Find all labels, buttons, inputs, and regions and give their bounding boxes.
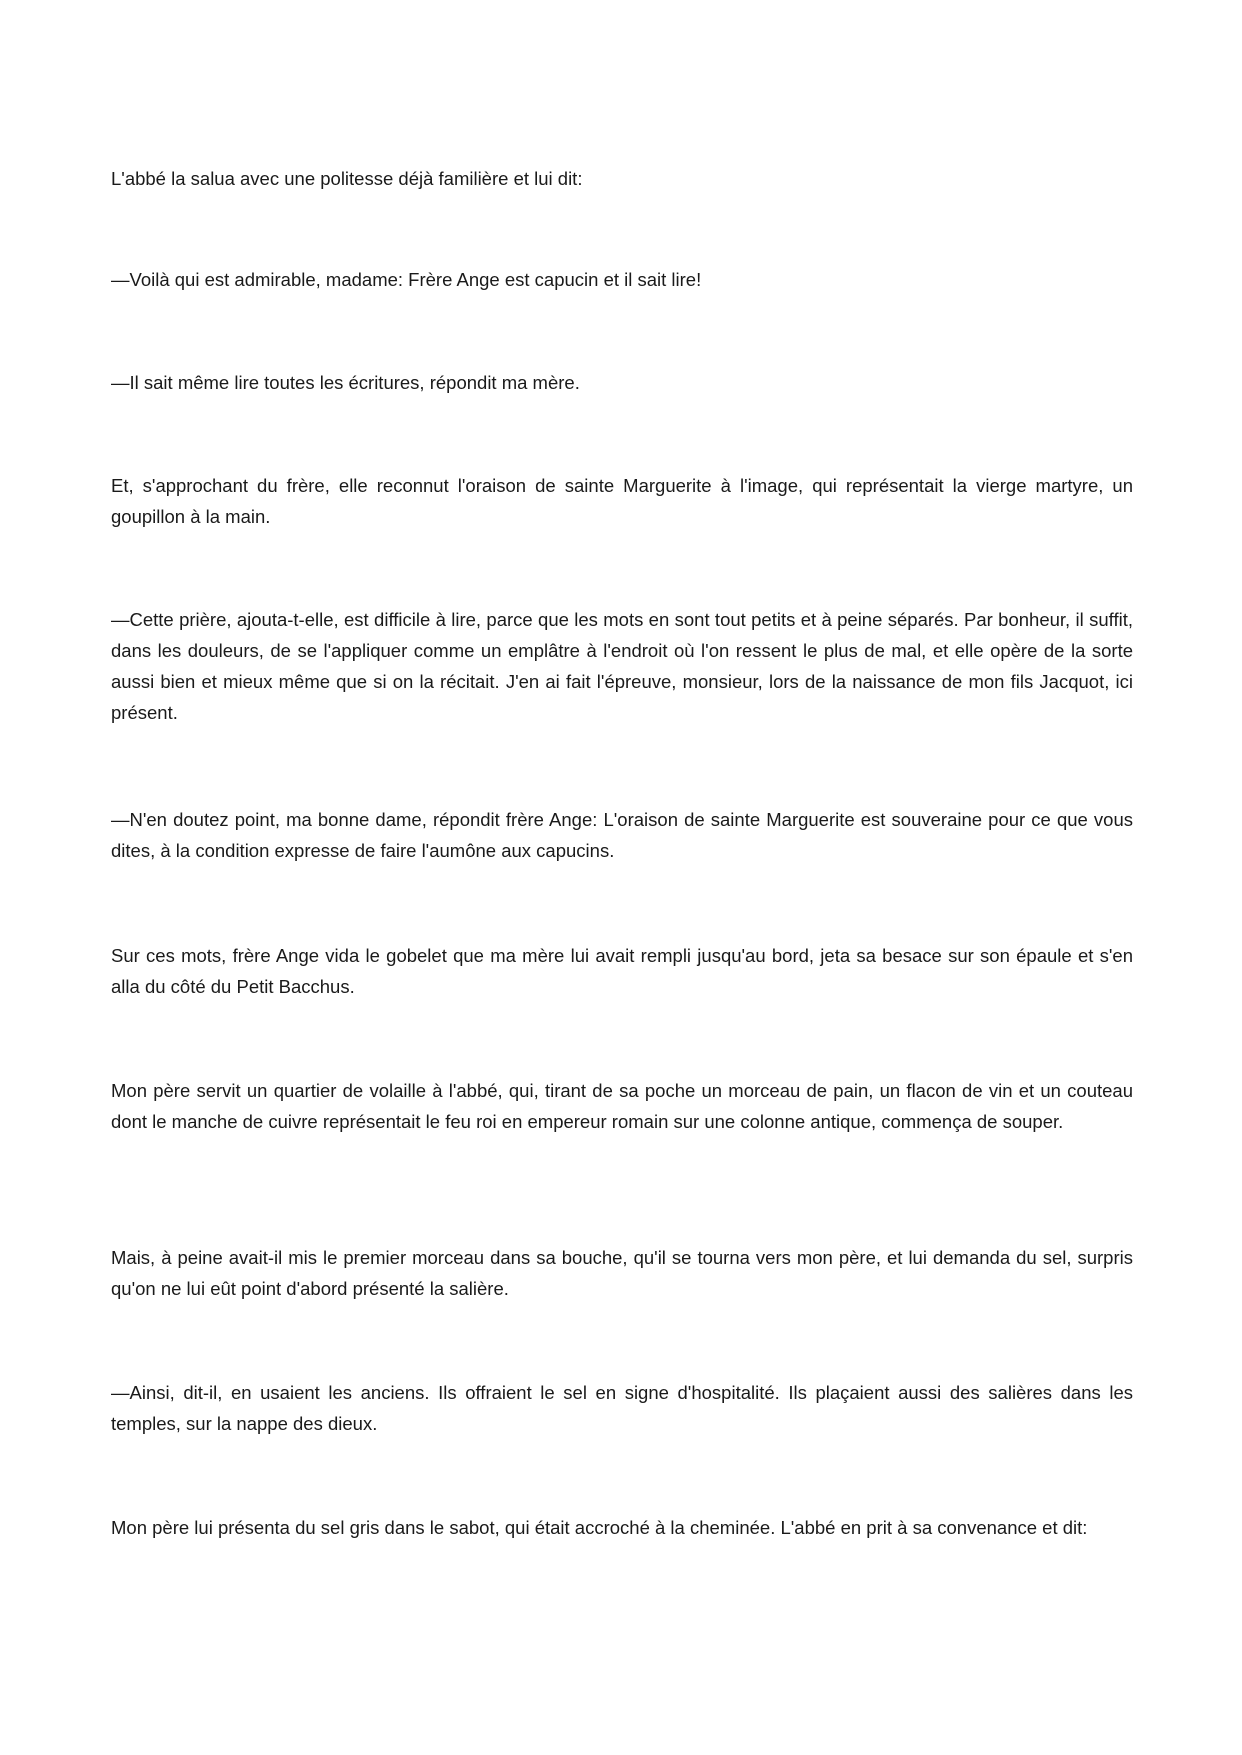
paragraph-3: —Il sait même lire toutes les écritures, répondit ma mère. [111, 372, 580, 393]
paragraph-5: —Cette prière, ajouta-t-elle, est difficile à lire, parce que les mots en sont tout petits et à peine séparés. Par bonheur, il suffit, dans les douleurs, de se l'appliquer comme un emplâtre à l'endroit où l'on ressent le plus de mal, et elle opère de la sorte aussi bien et mieux même que si on la récitait. J'en ai fait l'épreuve, monsieur, lors de la naissance de mon fils Jacquot, ici présent. [111, 609, 1133, 723]
paragraph-2: —Voilà qui est admirable, madame: Frère Ange est capucin et il sait lire! [111, 269, 702, 290]
paragraph-4: Et, s'approchant du frère, elle reconnut l'oraison de sainte Marguerite à l'image, qui représentait la vierge martyre, un goupillon à la main. [111, 475, 1133, 527]
paragraph-8: Mon père servit un quartier de volaille à l'abbé, qui, tirant de sa poche un morceau de pain, un flacon de vin et un couteau dont le manche de cuivre représentait le feu roi en empereur romain sur une colonne antique, commença de souper. [111, 1080, 1133, 1132]
paragraph-7: Sur ces mots, frère Ange vida le gobelet que ma mère lui avait rempli jusqu'au bord, jeta sa besace sur son épaule et s'en alla du côté du Petit Bacchus. [111, 945, 1133, 997]
paragraph-9: Mais, à peine avait-il mis le premier morceau dans sa bouche, qu'il se tourna vers mon père, et lui demanda du sel, surpris qu'on ne lui eût point d'abord présenté la salière. [111, 1247, 1133, 1299]
paragraph-1: L'abbé la salua avec une politesse déjà familière et lui dit: [111, 168, 583, 189]
paragraph-11: Mon père lui présenta du sel gris dans le sabot, qui était accroché à la cheminée. L'abbé en prit à sa convenance et dit: [111, 1517, 1088, 1538]
paragraph-10: —Ainsi, dit-il, en usaient les anciens. Ils offraient le sel en signe d'hospitalité. Ils plaçaient aussi des salières dans les temples, sur la nappe des dieux. [111, 1382, 1133, 1434]
paragraph-6: —N'en doutez point, ma bonne dame, répondit frère Ange: L'oraison de sainte Marguerite est souveraine pour ce que vous dites, à la condition expresse de faire l'aumône aux capucins. [111, 809, 1133, 861]
